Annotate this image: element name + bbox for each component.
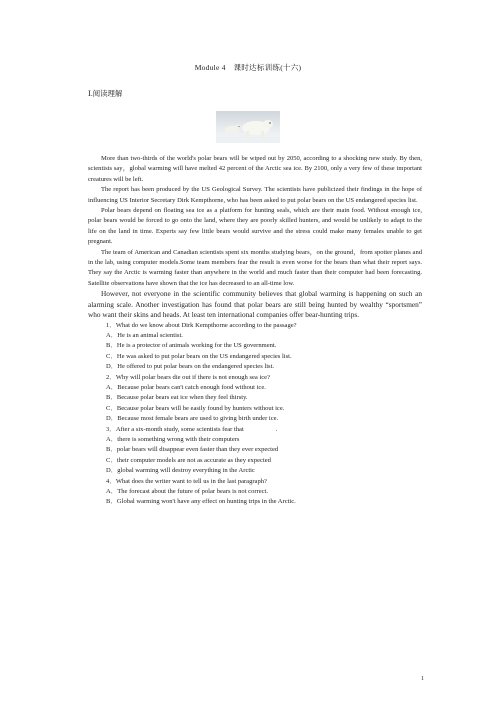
- question-stem: 4．What does the writer want to tell us in the last paragraph?: [106, 477, 267, 485]
- question-1: [88, 321, 422, 373]
- paragraph-5: However, not everyone in the scientific community believes that global warming is happening on such an alarming scale. Another investigation has found that polar bears are still being hunted by wealthy “sportsmen” who want their skins and heads. At least ten international companies offer bear-hunting trips.: [88, 289, 422, 320]
- paragraph-4: The team of American and Canadian scientists spent six months studying bears，on the ground，from spotter planes and in the lab, using computer models.Some team members fear the result is even worse for the bears than what their report says. They say the Arctic is warming faster than anywhere in the world and much faster than their computer had been forecasting. Satellite observations have shown that the ice has decreased to an all-time low.: [88, 248, 422, 287]
- question-stem: 1．What do we know about Dirk Kempthorne according to the passage?: [106, 321, 297, 329]
- option-c: C．He was asked to put polar bears on the US endangered species list.: [106, 352, 292, 360]
- question-2: [88, 373, 422, 425]
- option-a: A．The forecast about the future of polar bears is not correct.: [106, 488, 268, 495]
- option-a: A．He is an animal scientist.: [106, 331, 183, 339]
- option-a: A．there is something wrong with their computers: [106, 435, 240, 443]
- question-3: [88, 425, 422, 477]
- polar-bears-photo: [216, 111, 280, 143]
- article-body: [88, 154, 422, 508]
- option-b: B．polar bears will disappear even faster than they ever expected: [106, 446, 279, 454]
- question-4: [88, 477, 422, 508]
- question-stem-end: .: [275, 425, 278, 433]
- option-a: A．Because polar bears can't catch enough food without ice.: [106, 383, 266, 391]
- page-number: 1: [421, 676, 424, 682]
- paragraph-1: More than two-thirds of the world's polar bears will be wiped out by 2050, according to a shocking new study. By then, scientists say，global warming will have melted 42 percent of the Arctic sea ice. By 2100, only a very few of these important creatures will be left.: [88, 155, 422, 183]
- option-b: B．He is a protector of animals working for the US government.: [106, 342, 277, 350]
- paragraph-2: The report has been produced by the US Geological Survey. The scientists have publicized their findings in the hope of influencing US Interior Secretary Dirk Kempthorne, who has been asked to put polar bears on the US endangered species list.: [88, 186, 422, 204]
- question-stem-text: 3．After a six-month study, some scientists fear that: [106, 425, 244, 433]
- option-d: D．He offered to put polar bears on the endangered species list.: [106, 363, 275, 371]
- option-c: C．Because polar bears will be easily found by hunters without ice.: [106, 404, 285, 412]
- page-title: Module 4 课时达标训练(十六): [194, 63, 302, 72]
- option-b: B．Because polar bears eat ice when they feel thirsty.: [106, 394, 248, 402]
- option-c: C．their computer models are not as accurate as they expected: [106, 456, 271, 464]
- option-d: D．Because most female bears are used to giving birth under ice.: [106, 415, 279, 423]
- question-stem: [88, 425, 422, 435]
- option-d: D．global warming will destroy everything in the Arctic: [106, 467, 255, 475]
- paragraph-3: Polar bears depend on floating sea ice as a platform for hunting seals, which are their main food. Without enough ice, polar bears would be forced to go onto the land, where they are poorly skilled hunters, and would be unlikely to adapt to the life on the land in time. Experts say few little bears would survive and the stress could make many females unable to get pregnant.: [88, 207, 422, 246]
- question-stem: 2．Why will polar bears die out if there is not enough sea ice?: [106, 373, 270, 381]
- option-b: B．Global warming won't have any effect on hunting trips in the Arctic.: [106, 498, 296, 506]
- section-heading: Ⅰ.阅读理解: [88, 89, 123, 98]
